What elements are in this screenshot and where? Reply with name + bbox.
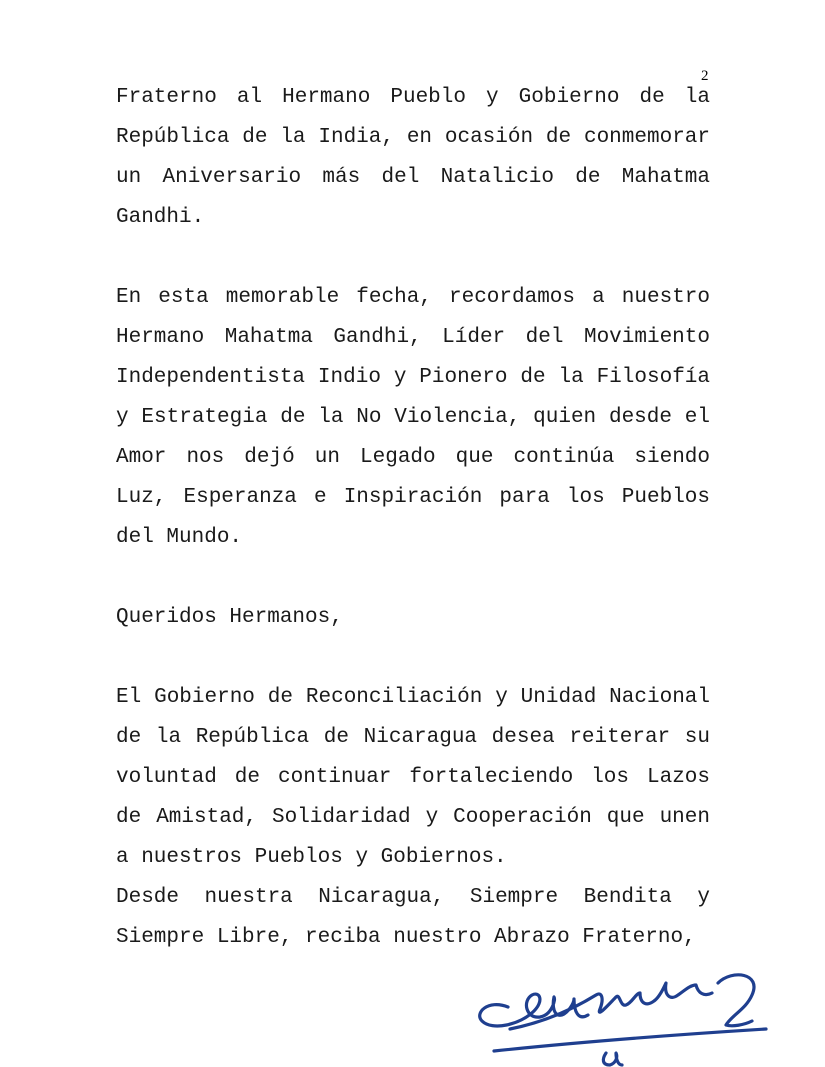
- paragraph-reaffirmation: El Gobierno de Reconciliación y Unidad Nacional de la República de Nicaragua desea reiterar su voluntad de continuar fortaleciendo los Lazos de Amistad, Solidaridad y Cooperación que unen a nuestros Pueblos y Gobiernos.: [116, 686, 710, 869]
- paragraph-salutation: Queridos Hermanos,: [116, 606, 343, 629]
- paragraph-spacer: [116, 638, 710, 678]
- page-number: 2: [701, 68, 709, 84]
- paragraph-spacer: [116, 238, 710, 278]
- paragraph-closing: Desde nuestra Nicaragua, Siempre Bendita y Siempre Libre, reciba nuestro Abrazo Fraterno,: [116, 886, 710, 949]
- handwritten-signature: [470, 955, 770, 1067]
- paragraph-gandhi-tribute: En esta memorable fecha, recordamos a nuestro Hermano Mahatma Gandhi, Líder del Movimiento Independentista Indio y Pionero de la Filosofía y Estrategia de la No Violencia, quien desde el Amor nos dejó un Legado que continúa siendo Luz, Esperanza e Inspiración para los Pueblos del Mundo.: [116, 286, 710, 549]
- letter-body: [116, 78, 710, 958]
- paragraph-spacer: [116, 558, 710, 598]
- paragraph-opening: Fraterno al Hermano Pueblo y Gobierno de la República de la India, en ocasión de conmemorar un Aniversario más del Natalicio de Mahatma Gandhi.: [116, 86, 710, 229]
